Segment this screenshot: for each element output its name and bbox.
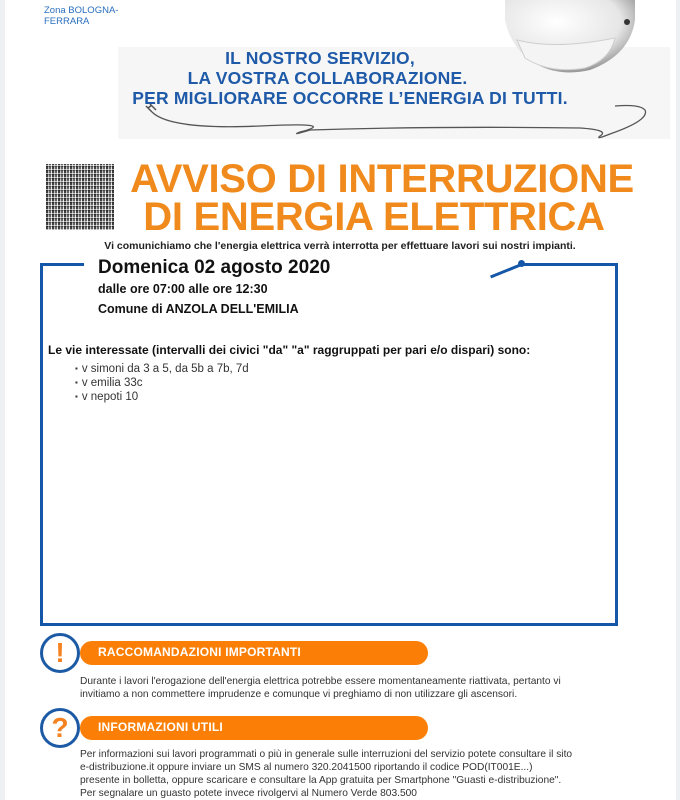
slogan-line3: PER MIGLIORARE OCCORRE L’ENERGIA DI TUTTI. [132,88,568,108]
info-header [40,708,440,746]
notice-title [122,157,642,239]
notice-intro: Vi comunichiamo che l'energia elettrica verrà interrotta per effettuare lavori sui nostri impianti. [104,240,576,252]
interruption-date: Domenica 02 agosto 2020 [98,257,331,278]
notice-box-top-right [521,263,615,266]
page-left-edge [0,0,5,800]
scrollbar-track[interactable] [676,0,680,800]
notice-box-top-left [40,263,84,266]
recommendations-text [80,675,640,701]
slogan [0,48,680,108]
streets-list [75,362,249,404]
recommendations-title: RACCOMANDAZIONI IMPORTANTI [98,645,301,659]
streets-heading: Le vie interessate (intervalli dei civici "da" "a" raggruppati per pari e/o dispari) sono: [48,343,531,357]
notice-title-line2: DI ENERGIA ELETTRICA [143,195,605,239]
zone-label-line1: Zona BOLOGNA- [44,5,119,16]
street-item: ▪ v emilia 33c [75,376,249,390]
zone-label [44,5,118,27]
slogan-line1: IL NOSTRO SERVIZIO, [225,48,415,68]
recommendations-line2: invitiamo a non commettere imprudenze e comunque vi preghiamo di non utilizzare gli ascensori. [80,689,518,700]
recommendations-header [40,633,440,671]
notice-title-line1: AVVISO DI INTERRUZIONE [130,157,634,201]
recommendations-line1: Durante i lavori l'erogazione dell'energia elettrica potrebbe essere momentaneamente riattivata, pertanto vi [80,676,561,687]
info-title: INFORMAZIONI UTILI [98,720,223,734]
plug-cable-icon [140,100,660,140]
street-item: ▪ v simoni da 3 a 5, da 5b a 7b, 7d [75,362,249,376]
zone-label-line2: FERRARA [44,16,90,27]
interruption-hours: dalle ore 07:00 alle ore 12:30 [98,282,268,296]
info-line: Per segnalare un guasto potete invece rivolgervi al Numero Verde 803.500 [80,788,417,799]
municipality: Comune di ANZOLA DELL'EMILIA [98,302,299,316]
info-line: e-distribuzione.it oppure inviare un SMS al numero 320.2041500 riportando il codice POD(IT001E...) [80,762,533,773]
street-item: ▪ v nepoti 10 [75,390,249,404]
info-line: Per informazioni sui lavori programmati o più in generale sulle interruzioni del servizio potete consultare il sito [80,749,573,760]
qr-code-icon[interactable] [46,164,114,230]
question-mark-icon: ? [40,708,80,748]
slogan-line2: LA VOSTRA COLLABORAZIONE. [187,68,468,88]
info-text [80,748,640,800]
exclamation-icon: ! [40,633,80,673]
notice-box [40,263,618,626]
info-line: presente in bolletta, oppure scaricare e consultare la App gratuita per Smartphone "Guasti e-distribuzione". [80,775,562,786]
